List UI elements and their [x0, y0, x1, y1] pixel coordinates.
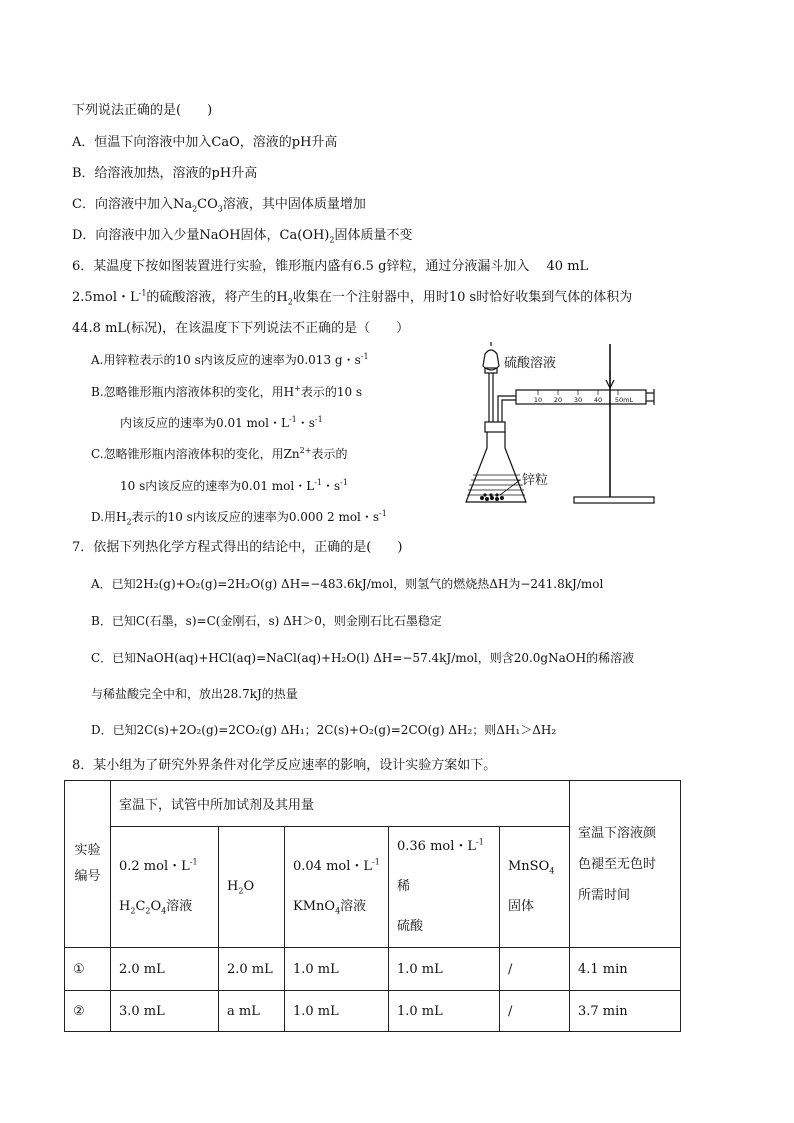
- q6-stem-line2: 2.5mol・$L^{-1}$的硫酸溶液，将产生的$H_2$收集在一个注射器中，用时10 s时恰好收集到气体的体积为: [72, 288, 633, 307]
- q7-option-d: D．已知2C(s)+2O₂(g)=2CO₂(g) ΔH₁；2C(s)+O₂(g)=2CO(g) ΔH₂；则ΔH₁＞ΔH₂: [91, 723, 557, 737]
- cell-kmno4-volume: 1.0 mL: [285, 948, 389, 991]
- q5-option-c: C．向溶液中加入$Na_2CO_3$溶液，其中固体质量增加: [72, 197, 366, 214]
- scale-label-50ml: 50mL: [614, 396, 634, 404]
- q7-option-b: B．已知C(石墨，s)=C(金刚石，s) ΔH＞0，则金刚石比石墨稳定: [91, 614, 442, 628]
- q6-option-d: D.用$H_2$表示的10 s内该反应的速率为0.000 2 mol・$s^{-1}$: [91, 509, 387, 527]
- q6-option-a: A.用锌粒表示的10 s内该反应的速率为0.013 g・$s^{-1}$: [91, 352, 369, 367]
- header-h2c2o4: 0.2 mol・$L^{-1}$ $H_2C_2O_4$溶液: [111, 827, 219, 948]
- q6-stem-line1: 6．某温度下按如图装置进行实验，锥形瓶内盛有6.5 g锌粒，通过分液漏斗加入 40 mL: [72, 259, 589, 274]
- scale-label-20: 20: [553, 396, 563, 404]
- q7-option-c-line2: 与稀盐酸完全中和，放出28.7kJ的热量: [91, 687, 298, 701]
- cell-acid-volume: 1.0 mL: [389, 948, 500, 991]
- apparatus-diagram: [458, 340, 668, 525]
- q7-stem: 7．依据下列热化学方程式得出的结论中，正确的是( ): [72, 540, 403, 555]
- label-zinc: 锌粒: [522, 473, 549, 488]
- label-sulfuric-acid: 硫酸溶液: [504, 356, 557, 371]
- cell-mnso4: /: [500, 991, 570, 1032]
- cell-water-volume: 2.0 mL: [219, 948, 285, 991]
- cell-time: 3.7 min: [570, 991, 681, 1032]
- table-row: [65, 948, 681, 991]
- header-sulfuric-acid: 0.36 mol・$L^{-1}$稀 硫酸: [389, 827, 500, 948]
- funnel-bulb: [483, 350, 499, 370]
- cell-acid-volume: 1.0 mL: [389, 991, 500, 1032]
- header-mnso4: MnSO$_4$ 固体: [500, 827, 570, 948]
- cell-h2c2o4-volume: 3.0 mL: [111, 991, 219, 1032]
- header-water: $H_2O$: [219, 827, 285, 948]
- header-reagents-group: 室温下，试管中所加试剂及其用量: [111, 781, 570, 827]
- scale-label-30: 30: [573, 396, 583, 404]
- intro-line: 下列说法正确的是( ): [72, 103, 213, 118]
- header-fade-time: 室温下溶液颜 色褪至无色时 所需时间: [570, 781, 681, 948]
- header-experiment-number: 实验 编号: [65, 781, 111, 948]
- q5-option-d: D．向溶液中加入少量NaOH固体，$Ca(OH)_2$固体质量不变: [72, 228, 413, 245]
- cell-kmno4-volume: 1.0 mL: [285, 991, 389, 1032]
- header-kmno4: 0.04 mol・$L^{-1}$ KMnO$_4$溶液: [285, 827, 389, 948]
- conical-flask: [466, 432, 526, 502]
- cell-h2c2o4-volume: 2.0 mL: [111, 948, 219, 991]
- stand-base: [574, 497, 654, 503]
- q6-option-b-line1: B.忽略锥形瓶内溶液体积的变化，用H+表示的10 s: [91, 384, 363, 399]
- q5-option-a: A．恒温下向溶液中加入CaO，溶液的pH升高: [72, 135, 338, 150]
- scale-label-40: 40: [593, 396, 603, 404]
- stopper: [485, 422, 505, 432]
- cell-experiment-no: ①: [65, 948, 111, 991]
- cell-experiment-no: ②: [65, 991, 111, 1032]
- cell-water-volume: a mL: [219, 991, 285, 1032]
- q6-option-c-line2: 10 s内该反应的速率为0.01 mol・$L^{-1}$・$s^{-1}$: [120, 478, 348, 493]
- table-row: [65, 991, 681, 1032]
- cell-time: 4.1 min: [570, 948, 681, 991]
- q8-stem: 8．某小组为了研究外界条件对化学反应速率的影响，设计实验方案如下。: [72, 758, 497, 773]
- q7-option-c-line1: C．已知NaOH(aq)+HCl(aq)=NaCl(aq)+H₂O(l) ΔH=−57.4kJ/mol，则含20.0gNaOH的稀溶液: [91, 651, 635, 665]
- q6-option-b-line2: 内该反应的速率为0.01 mol・$L^{-1}$・$s^{-1}$: [120, 415, 323, 430]
- experiment-table: [64, 780, 681, 1032]
- cell-mnso4: /: [500, 948, 570, 991]
- q6-stem-line3: 44.8 mL(标况)，在该温度下下列说法不正确的是（ ）: [72, 321, 410, 336]
- q5-option-b: B．给溶液加热，溶液的pH升高: [72, 166, 258, 181]
- q7-option-a: A．已知2H₂(g)+O₂(g)=2H₂O(g) ΔH=−483.6kJ/mol，则氢气的燃烧热ΔH为−241.8kJ/mol: [91, 577, 604, 591]
- q6-option-c-line1: C.忽略锥形瓶内溶液体积的变化，用$Zn^{2+}$表示的: [91, 446, 348, 461]
- scale-label-10: 10: [533, 396, 543, 404]
